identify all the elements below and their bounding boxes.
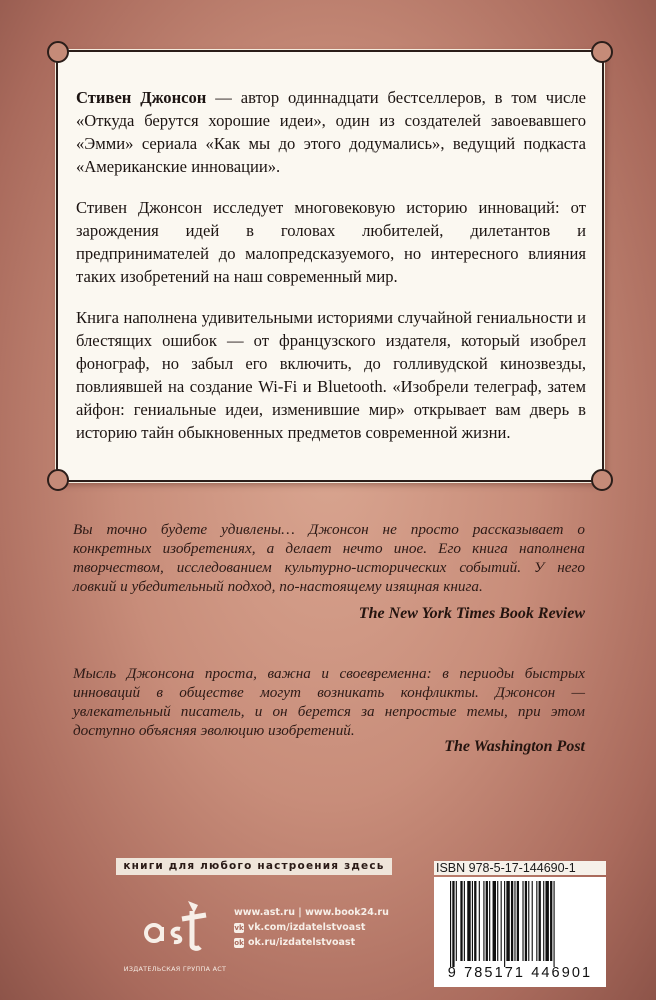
panel-corner-ornament [591,469,613,491]
barcode-bar [504,881,505,967]
barcode-bar [550,881,552,961]
panel-corner-ornament [591,41,613,63]
description-text [76,86,586,462]
panel-corner-ornament [47,469,69,491]
barcode-bar [528,881,529,961]
barcode-bar [456,881,457,961]
publisher-caption: ИЗДАТЕЛЬСКАЯ ГРУППА АСТ [123,965,227,973]
barcode-bar [472,881,473,961]
author-bio: — автор одиннадцати бестселлеров, в том числе «Откуда берутся хорошие идеи», один из создателей завоевавшего «Эмми» сериала «Как мы до этого додумались», ведущий подкаста «Американские инновации». [76,88,586,176]
barcode-bar [474,881,476,961]
websites-row [234,905,404,920]
barcode-bar [497,881,498,961]
author-name: Стивен Джонсон [76,88,207,107]
vk-icon: vk [234,923,244,932]
barcode-bar [532,881,533,961]
barcode-bar [452,881,454,967]
review-quote-1: Вы точно будете удивлены… Джонсон не просто рассказывает о конкретных изобретениях, а делает нечто иное. Его книга наполнена творчеством, исследованием культурно-исторических событий. У него ловкий и убедительный подход, по-настоящему изящная книга. [73,521,585,595]
isbn-label: ISBN 978-5-17-144690-1 [434,861,606,875]
ok-row [234,935,404,950]
barcode-bar [545,881,548,961]
barcode-bar [493,881,496,961]
barcode-bar [450,881,451,967]
barcode-bar [501,881,502,961]
barcode-bar [522,881,523,961]
websites-link[interactable]: www.ast.ru | www.book24.ru [234,907,389,918]
barcode-bar [460,881,462,961]
barcode-bar [467,881,470,961]
ok-icon: ok [234,938,244,947]
barcode-bar [554,881,555,967]
publisher-slogan: книги для любого настроения здесь [116,858,392,875]
paragraph-research: Стивен Джонсон исследует многовековую историю инноваций: от зарождения идей в головах любителей, дилетантов и предпринимателей до малопредсказуемого, но интересного влияния таких изобретений на наш современный мир. [76,198,586,286]
barcode-bar [483,881,484,961]
ast-logo-icon [132,889,222,969]
barcode-bar [511,881,513,961]
barcode-bar [514,881,515,961]
review-source-1: The New York Times Book Review [358,605,585,622]
vk-row [234,920,404,935]
publisher-logo [132,889,222,969]
vk-link[interactable]: vk.com/izdatelstvoast [248,922,366,933]
barcode-bar [486,881,488,961]
barcode-bar [489,881,490,961]
barcode-bar [517,881,519,961]
barcode-number: 9 785171 446901 [447,965,593,981]
description-panel [56,50,604,482]
review-source-2: The Washington Post [444,738,585,755]
barcode-bar [479,881,480,961]
barcode-bar [464,881,465,961]
barcode-bar [536,881,537,961]
barcode-bars [450,881,590,967]
barcode [434,877,606,987]
panel-corner-ornament [47,41,69,63]
publisher-links [234,905,404,950]
review-quote-2: Мысль Джонсона проста, важна и своевременна: в периоды быстрых инноваций в обществе могут возникать конфликты. Джонсон — увлекательный писатель, и он берется за непростые темы, при этом доступно объясняя эволюцию изобретений. [73,665,585,739]
paragraph-author [76,86,586,178]
barcode-bar [525,881,527,961]
barcode-bar [543,881,544,961]
ok-link[interactable]: ok.ru/izdatelstvoast [248,937,356,948]
paragraph-book-content: Книга наполнена удивительными историями случайной гениальности и блестящих ошибок — от французского издателя, который изобрел фонограф, но забыл его включить, до голливудской кинозвезды, повлиявшей на создание Wi-Fi и Bluetooth. «Изобрели телеграф, затем айфон: гениальные идеи, изменившие мир» открывает вам дверь в историю тайн обыкновенных предметов современной жизни. [76,308,586,442]
barcode-bar [539,881,541,961]
barcode-bar [506,881,509,961]
